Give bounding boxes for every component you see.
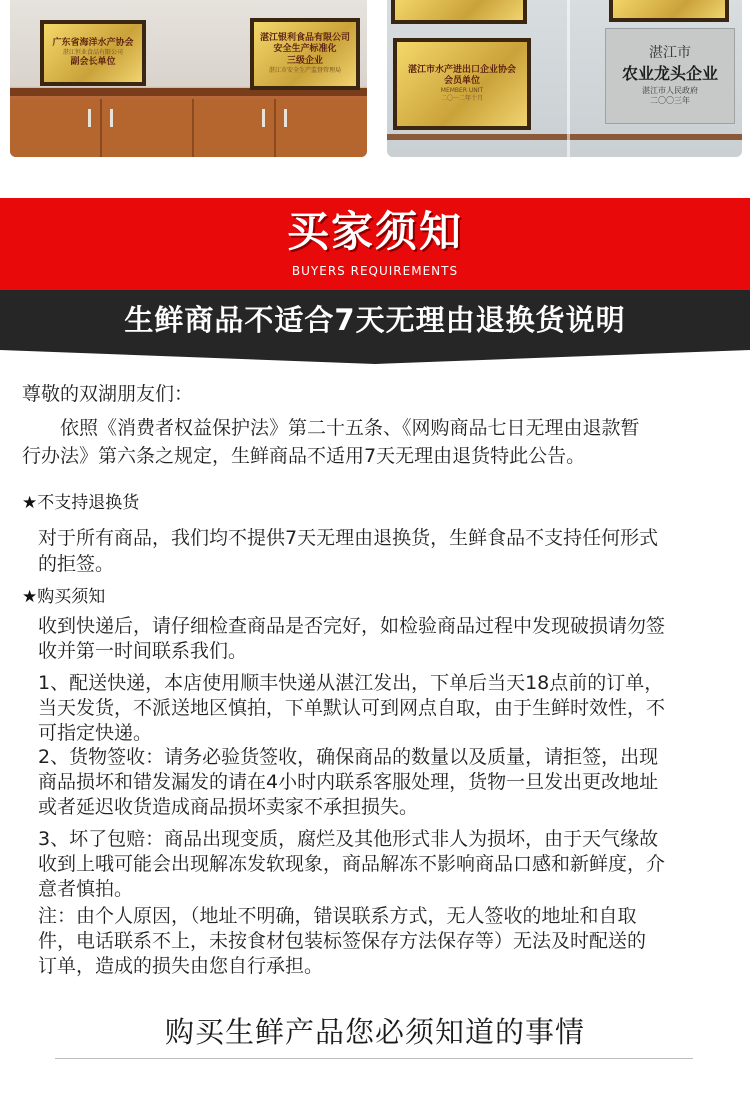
bottom-divider — [55, 1058, 693, 1059]
item-delivery-line: 当天发货，不派送地区慎拍，下单默认可到网点自取，由于生鲜时效性，不 — [38, 697, 666, 719]
plaque-member-unit: 湛江市水产进出口企业协会 会员单位 MEMBER UNIT 二〇一二年十月 — [393, 38, 531, 130]
banner-title: 买家须知 — [286, 207, 463, 256]
section-purchase-line: 收到快递后，请仔细检查商品是否完好，如检验商品过程中发现破损请勿签 — [38, 615, 666, 637]
item-receipt-line: 商品损坏和错发漏发的请在4小时内联系客服处理，货物一旦发出更改地址 — [38, 771, 659, 793]
section-no-return-title: ★不支持退换货 — [22, 493, 140, 513]
section-purchase-title: ★购买须知 — [22, 587, 106, 607]
item-receipt-line: 2、货物签收：请务必验货签收，确保商品的数量以及质量，请拒签，出现 — [38, 746, 659, 768]
award-photos — [0, 0, 750, 175]
plaque-safety-standard: 湛江银利食品有限公司 安全生产标准化 三级企业 湛江市安全生产监督管理局 — [250, 18, 360, 90]
item-compensation-line: 意者慎拍。 — [38, 878, 134, 900]
plaque-vice-president-unit: 广东省海洋水产协会 湛江恒业食品有限公司 副会长单位 — [40, 20, 146, 86]
section-no-return-line: 对于所有商品，我们均不提供7天无理由退换货，生鲜食品不支持任何形式 — [38, 527, 659, 549]
note-line: 件，电话联系不上，未按食材包装标签保存方法保存等）无法及时配送的 — [38, 930, 647, 952]
greeting: 尊敬的双湖朋友们： — [22, 383, 194, 405]
plaque-agricultural-leading-enterprise: 湛江市 农业龙头企业 湛江市人民政府 二〇〇三年 — [605, 28, 735, 124]
item-delivery-line: 可指定快递。 — [38, 722, 153, 744]
intro-line: 行办法》第六条之规定，生鲜商品不适用7天无理由退货特此公告。 — [22, 445, 586, 467]
note-line: 注：由个人原因，（地址不明确，错误联系方式，无人签收的地址和自取 — [38, 905, 637, 927]
photo-award-plaques-left — [10, 0, 367, 157]
note-line: 订单，造成的损失由您自行承担。 — [38, 955, 324, 977]
item-delivery-line: 1、配送快递，本店使用顺丰快递从湛江发出，下单后当天18点前的订单， — [38, 672, 664, 694]
item-receipt-line: 或者延迟收货造成商品损坏卖家不承担损失。 — [38, 796, 419, 818]
photo-award-plaques-right — [387, 0, 742, 157]
return-policy-title: 生鲜商品不适合7天无理由退换货说明 — [124, 303, 626, 337]
bottom-heading: 购买生鲜产品您必须知道的事情 — [164, 1015, 585, 1049]
return-policy-banner — [0, 290, 750, 350]
plaque-top-partial-2 — [609, 0, 729, 22]
section-purchase-line: 收并第一时间联系我们。 — [38, 640, 248, 662]
banner-subtitle: BUYERS REQUIREMENTS — [291, 264, 459, 278]
item-compensation-line: 收到上哦可能会出现解冻发软现象，商品解冻不影响商品口感和新鲜度，介 — [38, 853, 666, 875]
item-compensation-line: 3、坏了包赔：商品出现变质，腐烂及其他形式非人为损坏，由于天气缘故 — [38, 828, 659, 850]
plaque-top-partial — [391, 0, 527, 24]
buyer-notice-banner — [0, 198, 750, 290]
section-no-return-line: 的拒签。 — [38, 553, 115, 575]
intro-line: 依照《消费者权益保护法》第二十五条、《网购商品七日无理由退款暂 — [60, 417, 640, 439]
